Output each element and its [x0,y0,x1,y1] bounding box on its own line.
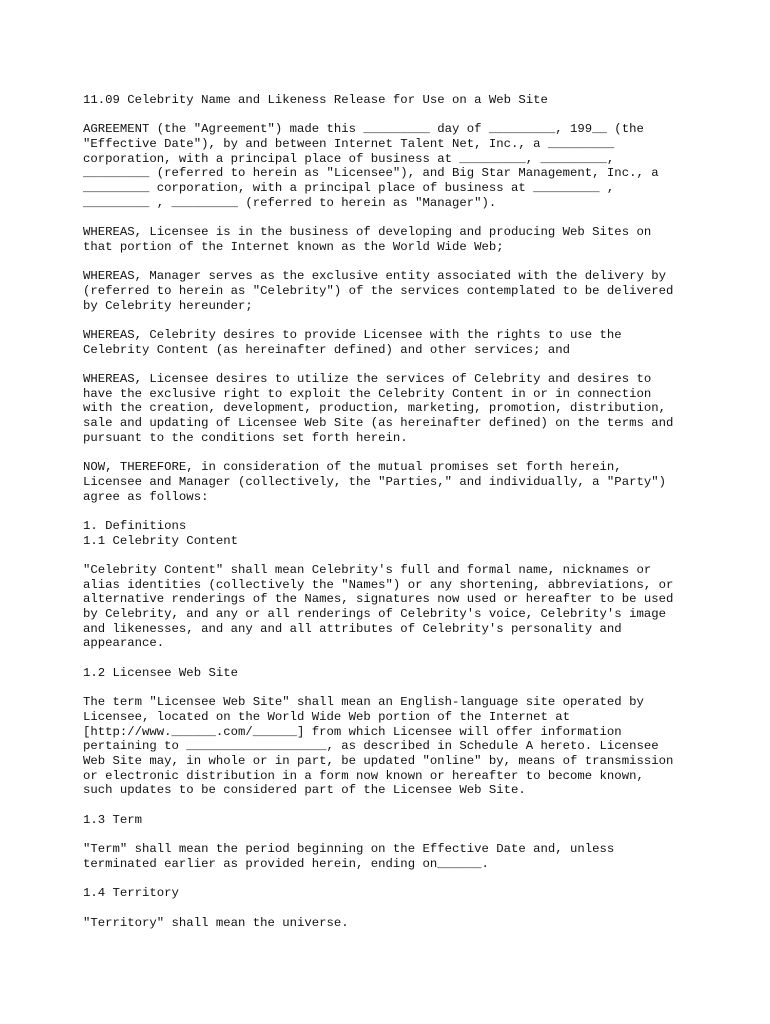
text-line: Licensee, located on the World Wide Web portion of the Internet at [83,709,571,724]
text-line: WHEREAS, Manager serves as the exclusive entity associated with the delivery by [83,269,666,284]
text-line: pertaining to ___________________, as described in Schedule A hereto. Licensee [83,739,659,754]
text-line: "Term" shall mean the period beginning on the Effective Date and, unless [83,842,615,857]
text-line: Celebrity Content (as hereinafter defined) and other services; and [83,342,571,357]
text-line: WHEREAS, Celebrity desires to provide Licensee with the rights to use the [83,328,622,342]
text-line: with the creation, development, production, marketing, promotion, distribution, [83,401,666,416]
text-line: alternative renderings of the Names, signatures now used or hereafter to be used [83,592,674,607]
text-line: [http://www.______.com/______] from which Licensee will offer information [83,724,622,739]
section-heading-1-4: 1.4 Territory [83,886,179,901]
text-line: AGREEMENT (the "Agreement") made this _________ day of _________, 199__ (the [83,122,644,137]
text-line: corporation, with a principal place of business at _________, _________, [83,151,615,166]
section-1-4-body [83,916,703,931]
section-heading-definitions: 1. Definitions [83,518,187,533]
text-line: such updates to be considered part of the Licensee Web Site. [83,783,526,798]
text-line: terminated earlier as provided herein, ending on______. [83,856,489,871]
section-heading-1-3: 1.3 Term [83,812,143,827]
whereas-paragraph-2 [83,269,703,313]
document-title: 11.09 Celebrity Name and Likeness Release for Use on a Web Site [83,93,548,107]
text-line: WHEREAS, Licensee desires to utilize the services of Celebrity and desires to [83,372,652,387]
whereas-paragraph-1 [83,225,703,254]
whereas-paragraph-3 [83,328,703,357]
text-line: agree as follows: [83,489,209,504]
text-line: _________ , _________ (referred to herein as "Manager"). [83,195,497,210]
whereas-paragraph-4 [83,372,703,445]
text-line: appearance. [83,636,165,651]
text-line: that portion of the Internet known as the World Wide Web; [83,239,504,254]
text-line: _________ (referred to herein as "Licensee"), and Big Star Management, Inc., a [83,166,659,181]
text-line: WHEREAS, Licensee is in the business of developing and producing Web Sites on [83,225,652,240]
now-therefore-paragraph [83,460,703,504]
document-page [83,93,703,930]
text-line: alias identities (collectively the "Names") or any shortening, abbreviations, or [83,577,674,592]
text-line: have the exclusive right to exploit the Celebrity Content in or in connection [83,386,652,401]
text-line: pursuant to the conditions set forth herein. [83,430,408,445]
section-heading-1-2: 1.2 Licensee Web Site [83,665,238,680]
text-line: "Celebrity Content" shall mean Celebrity's full and formal name, nicknames or [83,563,652,577]
text-line: "Effective Date"), by and between Internet Talent Net, Inc., a _________ [83,137,615,152]
section-heading-1-1: 1.1 Celebrity Content [83,533,238,548]
text-line: or electronic distribution in a form now known or hereafter to become known, [83,768,644,783]
intro-paragraph [83,122,703,210]
section-1-2-body [83,695,703,798]
text-line: sale and updating of Licensee Web Site (as hereinafter defined) on the terms and [83,416,674,431]
text-line: by Celebrity, and any or all renderings of Celebrity's voice, Celebrity's image [83,607,666,622]
section-1-3-body [83,842,703,871]
text-line: "Territory" shall mean the universe. [83,915,349,930]
text-line: _________ corporation, with a principal place of business at _________ , [83,181,615,196]
text-line: The term "Licensee Web Site" shall mean an English-language site operated by [83,695,644,710]
text-line: Licensee and Manager (collectively, the "Parties," and individually, a "Party") [83,474,666,489]
text-line: and likenesses, and any and all attributes of Celebrity's personality and [83,621,622,636]
text-line: by Celebrity hereunder; [83,298,253,313]
text-line: NOW, THEREFORE, in consideration of the mutual promises set forth herein, [83,460,622,475]
text-line: (referred to herein as "Celebrity") of the services contemplated to be delivered [83,283,674,298]
section-1-1-body [83,563,703,651]
text-line: Web Site may, in whole or in part, be updated "online" by, means of transmission [83,753,674,768]
